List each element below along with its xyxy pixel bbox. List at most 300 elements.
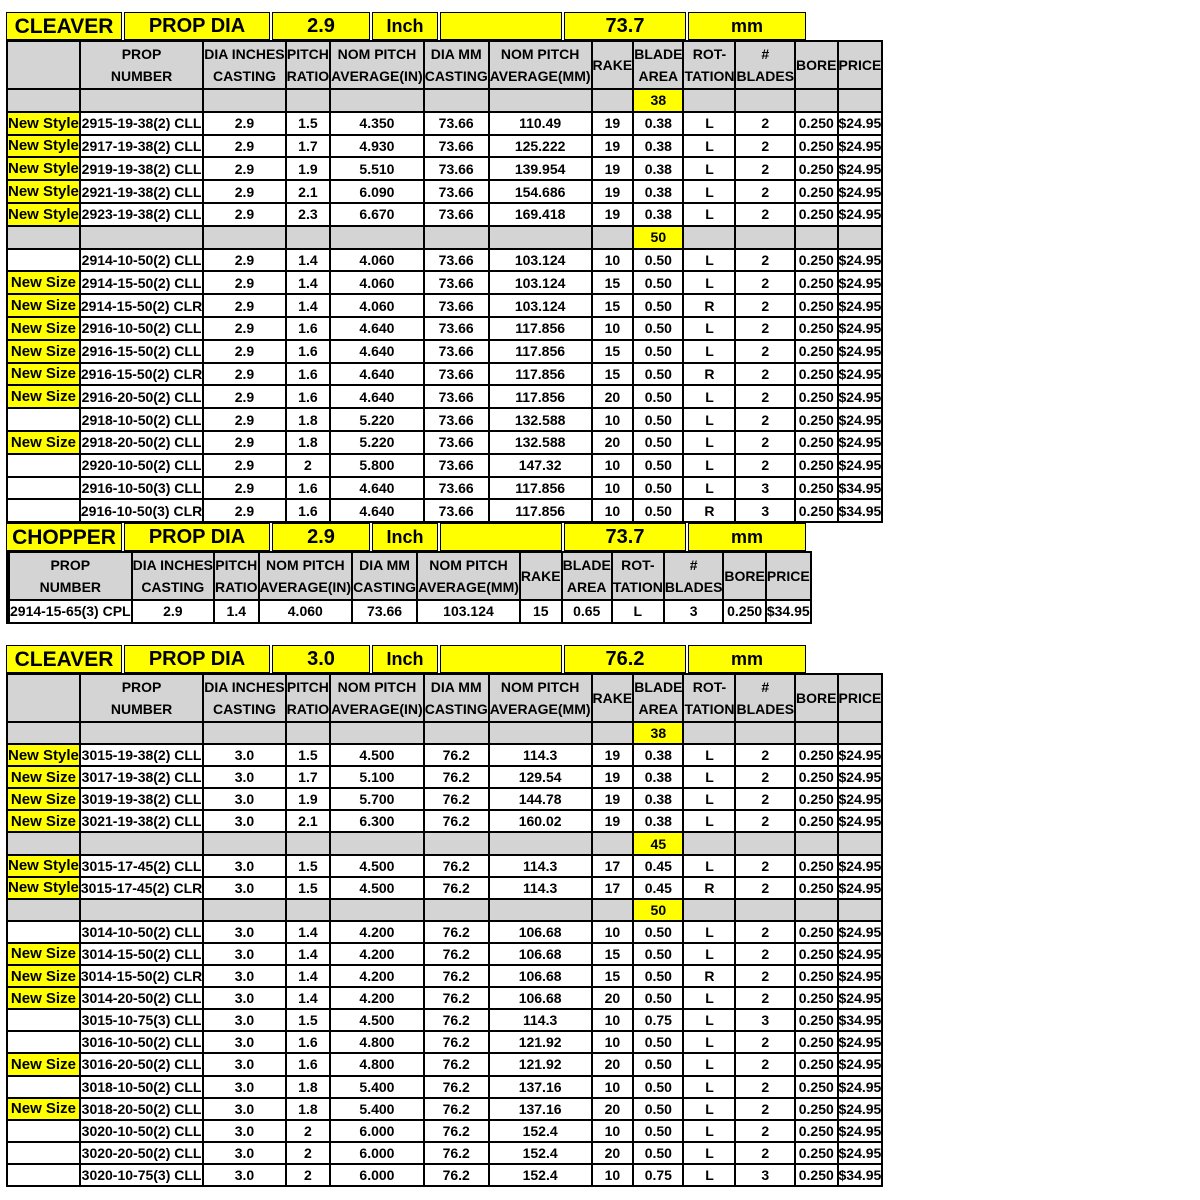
table-row xyxy=(8,601,812,624)
cell-nom-pitch-mm: 114.3 xyxy=(490,878,593,900)
table-row xyxy=(8,432,883,455)
cell-price: $24.95 xyxy=(839,295,884,318)
cell-rake: 20 xyxy=(593,1099,635,1121)
cell-nom-pitch-in: 4.640 xyxy=(331,500,425,523)
new-badge: New Style xyxy=(8,745,81,767)
header-line: BLADE xyxy=(634,679,683,695)
group-cell xyxy=(287,833,332,855)
group-cell xyxy=(81,227,204,250)
cell-price: $24.95 xyxy=(839,878,884,900)
header-line: DIA INCHES xyxy=(204,679,285,695)
cell-dia-inches: 3.0 xyxy=(204,811,286,833)
cell-rotation: L xyxy=(684,856,736,878)
cell-price: $24.95 xyxy=(839,1077,884,1099)
cell-blades: 2 xyxy=(736,856,796,878)
cell-nom-pitch-in: 6.000 xyxy=(331,1143,425,1165)
header-line: NOM PITCH xyxy=(500,46,580,62)
cell-bore: 0.250 xyxy=(796,432,838,455)
cell-blades: 2 xyxy=(736,272,796,295)
cell-blade-area: 0.45 xyxy=(634,856,684,878)
new-badge: New Size xyxy=(8,811,81,833)
header-row xyxy=(8,42,883,90)
cell-nom-pitch-mm: 106.68 xyxy=(490,988,593,1010)
cell-rake: 20 xyxy=(593,988,635,1010)
new-badge: New Size xyxy=(8,386,81,409)
cell-rake: 10 xyxy=(593,409,635,432)
group-cell xyxy=(684,833,736,855)
group-cell xyxy=(287,900,332,922)
cell-bore: 0.250 xyxy=(796,272,838,295)
table-row xyxy=(8,745,883,767)
group-cell xyxy=(8,723,81,745)
cell-dia-inches: 3.0 xyxy=(204,856,286,878)
group-cell xyxy=(425,227,490,250)
cell-rotation: L xyxy=(684,318,736,341)
group-cell xyxy=(204,90,286,113)
cell-pitch-ratio: 1.4 xyxy=(287,922,332,944)
group-separator-row xyxy=(8,900,883,922)
group-cell xyxy=(490,227,593,250)
group-cell xyxy=(736,227,796,250)
group-cell xyxy=(425,833,490,855)
cell-rotation: R xyxy=(684,878,736,900)
cell-nom-pitch-mm: 144.78 xyxy=(490,789,593,811)
cell-price: $24.95 xyxy=(839,1099,884,1121)
cell-prop-number: 2921-19-38(2) CLL xyxy=(81,181,204,204)
table-row xyxy=(8,181,883,204)
cell-rake: 19 xyxy=(593,158,635,181)
cell-blades: 3 xyxy=(736,1165,796,1187)
group-cell xyxy=(796,90,838,113)
group-cell xyxy=(593,900,635,922)
new-badge: New Style xyxy=(8,878,81,900)
cell-rotation: L xyxy=(684,922,736,944)
cell-blades: 2 xyxy=(736,878,796,900)
cell-dia-inches: 3.0 xyxy=(204,922,286,944)
cell-dia-inches: 2.9 xyxy=(133,601,215,624)
cell-dia-inches: 3.0 xyxy=(204,1032,286,1054)
header-line: AVERAGE(MM) xyxy=(489,701,591,717)
cell-blade-area: 0.50 xyxy=(634,341,684,364)
cell-bore: 0.250 xyxy=(796,386,838,409)
cell-prop-number: 3020-10-75(3) CLL xyxy=(81,1165,204,1187)
cell-price: $24.95 xyxy=(839,767,884,789)
dia-mm-value: 76.2 xyxy=(564,645,686,673)
cell-bore: 0.250 xyxy=(796,113,838,136)
mm-unit-label: mm xyxy=(688,12,806,40)
cell-nom-pitch-in: 6.000 xyxy=(331,1165,425,1187)
cell-dia-mm: 73.66 xyxy=(425,432,490,455)
group-cell xyxy=(490,90,593,113)
cell-rake: 19 xyxy=(593,745,635,767)
cell-blades: 3 xyxy=(736,478,796,501)
cell-dia-inches: 2.9 xyxy=(204,181,286,204)
cell-bore: 0.250 xyxy=(796,966,838,988)
table-row xyxy=(8,113,883,136)
header-prop-number xyxy=(81,675,204,723)
header-dia-inches xyxy=(204,675,286,723)
cell-pitch-ratio: 1.8 xyxy=(287,1077,332,1099)
table-row xyxy=(8,478,883,501)
cell-blade-area: 0.50 xyxy=(634,1054,684,1076)
cell-nom-pitch-in: 6.000 xyxy=(331,1121,425,1143)
row-label-empty xyxy=(8,1077,81,1099)
cell-nom-pitch-in: 4.060 xyxy=(331,295,425,318)
table-row xyxy=(8,1010,883,1032)
cell-bore: 0.250 xyxy=(796,409,838,432)
group-cell xyxy=(736,723,796,745)
cell-prop-number: 3015-17-45(2) CLR xyxy=(81,878,204,900)
cell-bore: 0.250 xyxy=(796,1121,838,1143)
cell-rake: 10 xyxy=(593,318,635,341)
cell-rake: 20 xyxy=(593,1054,635,1076)
blade-area-group-label: 45 xyxy=(634,833,684,855)
header-line: RAKE xyxy=(520,568,561,584)
group-cell xyxy=(287,90,332,113)
header-line: RAKE xyxy=(592,690,633,706)
cell-dia-inches: 2.9 xyxy=(204,386,286,409)
cell-blades: 2 xyxy=(736,745,796,767)
cell-dia-mm: 76.2 xyxy=(425,789,490,811)
dia-inches-value: 3.0 xyxy=(272,645,370,673)
table-row xyxy=(8,767,883,789)
cell-dia-inches: 2.9 xyxy=(204,455,286,478)
cell-nom-pitch-in: 4.060 xyxy=(331,250,425,273)
group-cell xyxy=(425,90,490,113)
dia-inches-value: 2.9 xyxy=(272,12,370,40)
cell-dia-inches: 3.0 xyxy=(204,1077,286,1099)
cell-dia-mm: 73.66 xyxy=(353,601,418,624)
cell-blades: 2 xyxy=(736,1054,796,1076)
cell-dia-mm: 73.66 xyxy=(425,455,490,478)
cell-rake: 20 xyxy=(593,432,635,455)
cell-blades: 2 xyxy=(736,922,796,944)
cell-bore: 0.250 xyxy=(796,250,838,273)
cell-blades: 2 xyxy=(736,944,796,966)
cell-pitch-ratio: 1.6 xyxy=(287,478,332,501)
cell-rotation: L xyxy=(684,988,736,1010)
header-line: ROT- xyxy=(692,46,727,62)
table-row xyxy=(8,944,883,966)
cell-bore: 0.250 xyxy=(796,1010,838,1032)
cell-dia-mm: 76.2 xyxy=(425,767,490,789)
header-price xyxy=(839,675,884,723)
cell-rake: 19 xyxy=(593,811,635,833)
cell-nom-pitch-in: 4.640 xyxy=(331,318,425,341)
cell-dia-mm: 73.66 xyxy=(425,295,490,318)
cell-pitch-ratio: 1.9 xyxy=(287,789,332,811)
cell-nom-pitch-mm: 117.856 xyxy=(490,341,593,364)
cell-pitch-ratio: 2 xyxy=(287,1165,332,1187)
cell-prop-number: 2917-19-38(2) CLL xyxy=(81,136,204,159)
group-cell xyxy=(736,833,796,855)
cell-rake: 19 xyxy=(593,181,635,204)
table-row xyxy=(8,811,883,833)
new-badge: New Size xyxy=(8,364,81,387)
group-cell xyxy=(684,227,736,250)
header-line: CASTING xyxy=(424,68,488,84)
cell-nom-pitch-in: 4.200 xyxy=(331,966,425,988)
cell-blade-area: 0.50 xyxy=(634,1121,684,1143)
new-badge: New Size xyxy=(8,318,81,341)
group-cell xyxy=(81,90,204,113)
header-line: BLADE xyxy=(562,557,611,573)
cell-bore: 0.250 xyxy=(796,204,838,227)
inch-unit-label: Inch xyxy=(372,12,438,40)
cell-dia-mm: 73.66 xyxy=(425,113,490,136)
cell-blade-area: 0.50 xyxy=(634,318,684,341)
header-label xyxy=(8,675,81,723)
cell-nom-pitch-in: 5.400 xyxy=(331,1099,425,1121)
header-line: RATIO xyxy=(215,579,258,595)
group-cell xyxy=(81,900,204,922)
cell-dia-mm: 76.2 xyxy=(425,988,490,1010)
header-line: PROP xyxy=(50,557,91,573)
header-bore xyxy=(796,42,838,90)
cell-rake: 19 xyxy=(593,136,635,159)
group-cell xyxy=(684,900,736,922)
cell-price: $24.95 xyxy=(839,745,884,767)
cell-price: $24.95 xyxy=(839,341,884,364)
header-rotation xyxy=(684,42,736,90)
header-pitch-ratio xyxy=(287,675,332,723)
dia-mm-value: 73.7 xyxy=(564,523,686,551)
header-line: AREA xyxy=(566,579,607,595)
cell-bore: 0.250 xyxy=(796,767,838,789)
cell-prop-number: 3015-10-75(3) CLL xyxy=(81,1010,204,1032)
cell-blade-area: 0.38 xyxy=(634,181,684,204)
cell-price: $24.95 xyxy=(839,922,884,944)
cell-prop-number: 3020-10-50(2) CLL xyxy=(81,1121,204,1143)
cell-dia-mm: 73.66 xyxy=(425,204,490,227)
cell-price: $24.95 xyxy=(839,250,884,273)
cell-dia-mm: 76.2 xyxy=(425,811,490,833)
cell-dia-inches: 2.9 xyxy=(204,364,286,387)
cell-nom-pitch-mm: 103.124 xyxy=(490,272,593,295)
header-label xyxy=(8,42,81,90)
cell-blade-area: 0.75 xyxy=(634,1010,684,1032)
table-row xyxy=(8,386,883,409)
header-line: NOM PITCH xyxy=(429,557,508,573)
header-line: NUMBER xyxy=(39,579,102,595)
cell-nom-pitch-mm: 117.856 xyxy=(490,500,593,523)
header-line: AVERAGE(MM) xyxy=(418,579,519,595)
cell-bore: 0.250 xyxy=(796,181,838,204)
cell-rotation: L xyxy=(684,272,736,295)
table-row xyxy=(8,1143,883,1165)
cell-rake: 10 xyxy=(593,922,635,944)
cell-prop-number: 3017-19-38(2) CLL xyxy=(81,767,204,789)
header-price xyxy=(839,42,884,90)
cell-pitch-ratio: 1.6 xyxy=(287,500,332,523)
cell-rake: 15 xyxy=(593,944,635,966)
group-cell xyxy=(331,723,425,745)
cell-dia-mm: 76.2 xyxy=(425,745,490,767)
cell-rotation: L xyxy=(684,1077,736,1099)
cell-dia-mm: 76.2 xyxy=(425,922,490,944)
cell-blades: 2 xyxy=(736,295,796,318)
group-cell xyxy=(796,833,838,855)
section-title-bar xyxy=(6,523,806,551)
cell-pitch-ratio: 1.4 xyxy=(287,295,332,318)
cell-dia-inches: 2.9 xyxy=(204,250,286,273)
cell-rotation: L xyxy=(684,811,736,833)
cell-blade-area: 0.50 xyxy=(634,295,684,318)
header-line: PROP xyxy=(121,679,162,695)
cell-pitch-ratio: 1.6 xyxy=(287,364,332,387)
header-line: CASTING xyxy=(353,579,417,595)
cell-blades: 2 xyxy=(736,113,796,136)
group-separator-row xyxy=(8,227,883,250)
new-badge: New Style xyxy=(8,158,81,181)
group-cell xyxy=(684,723,736,745)
table-row xyxy=(8,272,883,295)
group-separator-row xyxy=(8,723,883,745)
cell-prop-number: 3014-20-50(2) CLL xyxy=(81,988,204,1010)
group-cell xyxy=(8,833,81,855)
cell-blade-area: 0.45 xyxy=(634,878,684,900)
cell-bore: 0.250 xyxy=(796,856,838,878)
cell-nom-pitch-mm: 106.68 xyxy=(490,944,593,966)
group-separator-row xyxy=(8,90,883,113)
cell-bore: 0.250 xyxy=(796,878,838,900)
cell-prop-number: 2914-10-50(2) CLL xyxy=(81,250,204,273)
cell-price: $24.95 xyxy=(839,158,884,181)
cell-blades: 2 xyxy=(736,432,796,455)
cell-pitch-ratio: 1.6 xyxy=(287,318,332,341)
cell-price: $24.95 xyxy=(839,136,884,159)
cell-pitch-ratio: 1.6 xyxy=(287,1032,332,1054)
cell-prop-number: 2923-19-38(2) CLL xyxy=(81,204,204,227)
cell-nom-pitch-mm: 132.588 xyxy=(490,432,593,455)
cell-nom-pitch-in: 4.350 xyxy=(331,113,425,136)
header-dia-mm xyxy=(353,553,418,601)
cell-dia-mm: 73.66 xyxy=(425,250,490,273)
cell-blade-area: 0.50 xyxy=(634,1143,684,1165)
cell-dia-inches: 3.0 xyxy=(204,878,286,900)
cell-blades: 3 xyxy=(665,601,725,624)
header-line: DIA INCHES xyxy=(132,557,214,573)
cell-blade-area: 0.65 xyxy=(563,601,613,624)
cell-dia-inches: 2.9 xyxy=(204,113,286,136)
header-row xyxy=(8,675,883,723)
cell-nom-pitch-in: 5.510 xyxy=(331,158,425,181)
cell-blade-area: 0.50 xyxy=(634,988,684,1010)
cell-bore: 0.250 xyxy=(796,988,838,1010)
group-cell xyxy=(204,723,286,745)
cell-bore: 0.250 xyxy=(796,789,838,811)
dia-mm-value: 73.7 xyxy=(564,12,686,40)
cell-nom-pitch-mm: 114.3 xyxy=(490,745,593,767)
header-dia-inches xyxy=(133,553,215,601)
header-nom-pitch-mm xyxy=(490,675,593,723)
cell-nom-pitch-mm: 139.954 xyxy=(490,158,593,181)
cell-pitch-ratio: 1.4 xyxy=(287,988,332,1010)
group-cell xyxy=(8,227,81,250)
new-badge: New Size xyxy=(8,988,81,1010)
cell-nom-pitch-mm: 106.68 xyxy=(490,966,593,988)
header-line: CASTING xyxy=(141,579,205,595)
cell-blades: 2 xyxy=(736,364,796,387)
cell-bore: 0.250 xyxy=(796,811,838,833)
cell-rotation: L xyxy=(684,767,736,789)
cell-dia-mm: 76.2 xyxy=(425,878,490,900)
blade-area-group-label: 50 xyxy=(634,900,684,922)
cell-blade-area: 0.50 xyxy=(634,409,684,432)
cell-prop-number: 3014-15-50(2) CLR xyxy=(81,966,204,988)
row-label-empty xyxy=(8,1121,81,1143)
cell-pitch-ratio: 1.5 xyxy=(287,878,332,900)
group-cell xyxy=(81,833,204,855)
cell-blade-area: 0.50 xyxy=(634,432,684,455)
cell-price: $24.95 xyxy=(839,856,884,878)
header-line: BLADES xyxy=(664,579,723,595)
table-row xyxy=(8,1032,883,1054)
table-row xyxy=(8,204,883,227)
cell-nom-pitch-mm: 137.16 xyxy=(490,1077,593,1099)
cell-dia-mm: 76.2 xyxy=(425,1077,490,1099)
header-line: PITCH xyxy=(215,557,258,573)
header-blade-area xyxy=(563,553,613,601)
cell-pitch-ratio: 1.4 xyxy=(287,250,332,273)
cell-price: $24.95 xyxy=(839,1054,884,1076)
cell-nom-pitch-mm: 137.16 xyxy=(490,1099,593,1121)
new-badge: New Size xyxy=(8,1099,81,1121)
header-line: # xyxy=(689,557,698,573)
table-row xyxy=(8,455,883,478)
cell-rake: 10 xyxy=(593,250,635,273)
cell-rotation: L xyxy=(684,1165,736,1187)
cell-rotation: L xyxy=(684,1032,736,1054)
cell-blade-area: 0.50 xyxy=(634,272,684,295)
header-line: DIA MM xyxy=(359,557,410,573)
table-row xyxy=(8,250,883,273)
cell-dia-inches: 3.0 xyxy=(204,988,286,1010)
cell-bore: 0.250 xyxy=(796,158,838,181)
cell-rotation: L xyxy=(684,944,736,966)
header-bore xyxy=(796,675,838,723)
cell-dia-mm: 76.2 xyxy=(425,1010,490,1032)
cell-price: $24.95 xyxy=(839,272,884,295)
cell-pitch-ratio: 1.6 xyxy=(287,386,332,409)
cell-dia-mm: 76.2 xyxy=(425,1121,490,1143)
cell-nom-pitch-mm: 152.4 xyxy=(490,1143,593,1165)
cell-nom-pitch-in: 4.200 xyxy=(331,988,425,1010)
cell-price: $34.95 xyxy=(767,601,812,624)
header-line: BLADES xyxy=(736,701,795,717)
table-row xyxy=(8,922,883,944)
table-row xyxy=(8,856,883,878)
cell-price: $24.95 xyxy=(839,318,884,341)
cell-nom-pitch-in: 4.500 xyxy=(331,1010,425,1032)
cell-blades: 2 xyxy=(736,204,796,227)
cell-nom-pitch-mm: 121.92 xyxy=(490,1054,593,1076)
cell-blade-area: 0.50 xyxy=(634,386,684,409)
cell-price: $24.95 xyxy=(839,1121,884,1143)
cell-bore: 0.250 xyxy=(796,136,838,159)
cell-nom-pitch-mm: 160.02 xyxy=(490,811,593,833)
cell-dia-inches: 3.0 xyxy=(204,944,286,966)
cell-prop-number: 3018-20-50(2) CLL xyxy=(81,1099,204,1121)
table-row xyxy=(8,158,883,181)
cell-blades: 2 xyxy=(736,1121,796,1143)
blank-cell xyxy=(440,12,562,40)
cell-rake: 20 xyxy=(593,1143,635,1165)
cell-blade-area: 0.38 xyxy=(634,745,684,767)
dia-inches-value: 2.9 xyxy=(272,523,370,551)
cell-prop-number: 2915-19-38(2) CLL xyxy=(81,113,204,136)
header-line: PROP xyxy=(121,46,162,62)
